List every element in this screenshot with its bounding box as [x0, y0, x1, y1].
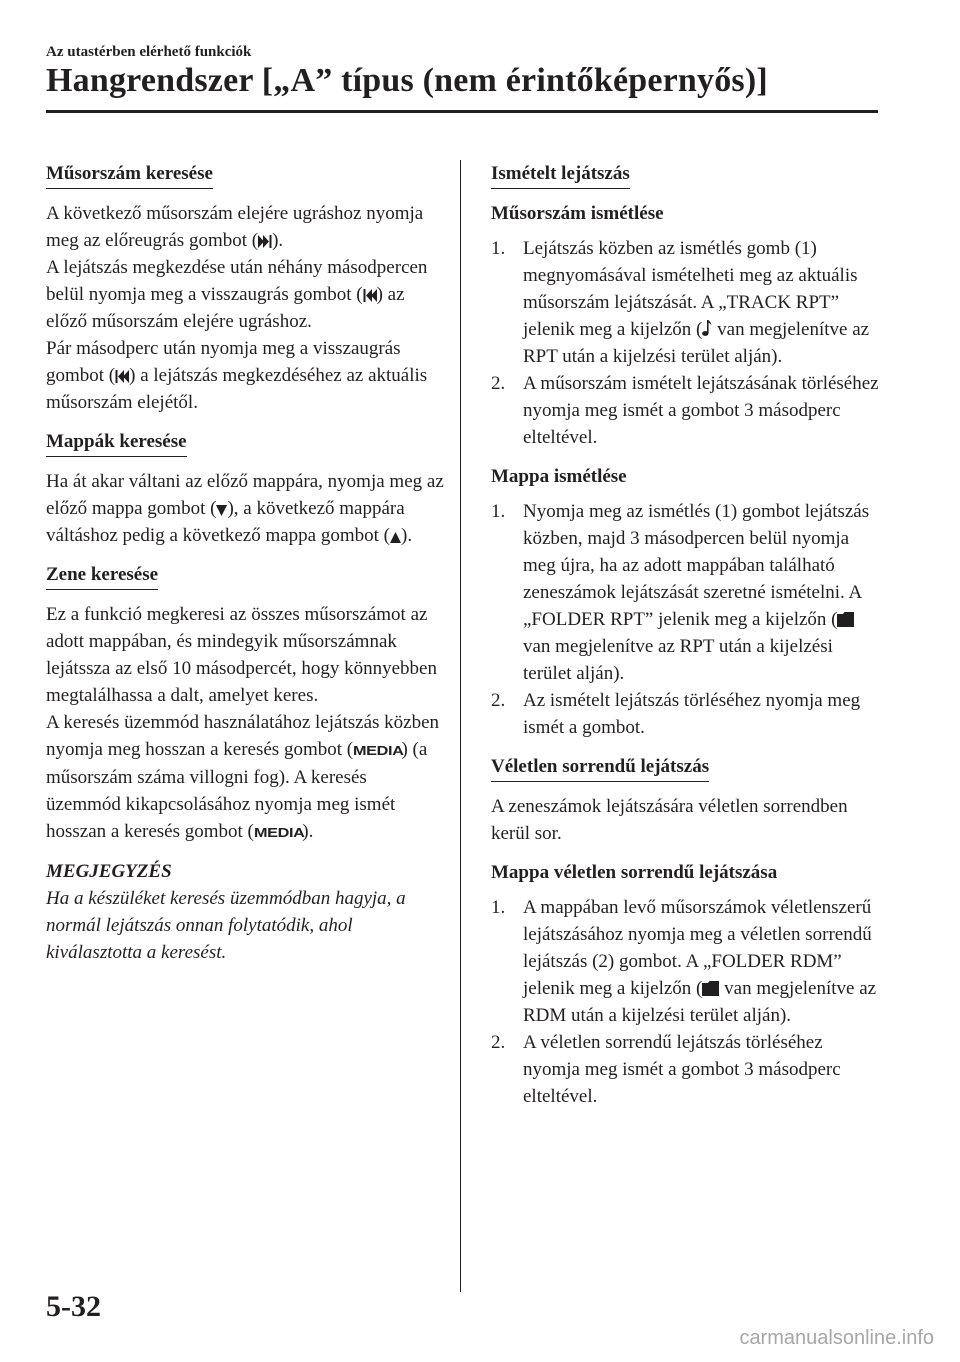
- triangle-up-icon: [390, 532, 401, 543]
- folder-random-step-1b: van megjelenítve az RDM után a kijelzési terület alján).: [523, 978, 877, 1026]
- track-search-heading: Műsorszám keresése: [46, 162, 213, 189]
- track-search-p3a: Pár másodperc után nyomja meg a visszaugrás gombot (: [46, 338, 401, 386]
- step-number: 1.: [491, 501, 506, 522]
- track-repeat-step-1b: van megjelenítve az RPT után a kijelzési terület alján).: [523, 319, 870, 367]
- folder-icon: [837, 612, 854, 627]
- list-item: [491, 235, 883, 370]
- left-column: [46, 160, 444, 978]
- repeat-heading: Ismételt lejátszás: [491, 162, 630, 189]
- folder-random-steps: [491, 894, 883, 1110]
- folder-repeat-steps: [491, 498, 883, 741]
- skip-forward-icon: [258, 235, 272, 248]
- step-number: 2.: [491, 373, 506, 394]
- list-item: [491, 370, 883, 451]
- folder-random-subheading: Mappa véletlen sorrendű lejátszása: [491, 862, 778, 883]
- list-item: [491, 498, 883, 687]
- folder-repeat-step-1a: Nyomja meg az ismétlés (1) gombot lejátszás közben, majd 3 másodpercen belül nyomja meg újra, ha az adott mappában található zeneszámok lejátszását szeretné ismételni. A „FOLDER RPT” jelenik meg a kijelzőn (: [523, 501, 870, 630]
- folder-repeat-step-1b: van megjelenítve az RPT után a kijelzési terület alján).: [523, 636, 833, 684]
- music-search-heading: Zene keresése: [46, 563, 158, 590]
- note-title: MEGJEGYZÉS: [46, 861, 172, 882]
- track-repeat-subheading: Műsorszám ismétlése: [491, 203, 664, 224]
- step-number: 1.: [491, 897, 506, 918]
- folder-search-paragraph: [46, 468, 444, 549]
- page-title: Hangrendszer [„A” típus (nem érintőképernyős)]: [46, 62, 768, 99]
- random-paragraph: A zeneszámok lejátszására véletlen sorrendben kerül sor.: [491, 796, 848, 844]
- media-button-label: MEDIA: [353, 743, 404, 758]
- step-number: 2.: [491, 1032, 506, 1053]
- header-rule: [46, 110, 878, 113]
- track-search-paragraph-1: [46, 200, 444, 416]
- track-search-p2b: ) az előző műsorszám elejére ugráshoz.: [46, 284, 405, 332]
- track-repeat-step-2: A műsorszám ismételt lejátszásának törléséhez nyomja meg ismét a gombot 3 másodperc elteltével.: [523, 373, 879, 448]
- step-number: 1.: [491, 238, 506, 259]
- note-text: Ha a készüléket keresés üzemmódban hagyja, a normál lejátszás onnan folytatódik, ahol kiválasztotta a keresést.: [46, 888, 406, 963]
- track-search-p3b: ) a lejátszás megkezdéséhez az aktuális műsorszám elejétől.: [46, 365, 428, 413]
- track-search-p1b: ).: [272, 230, 284, 251]
- list-item: [491, 1029, 883, 1110]
- random-heading: Véletlen sorrendű lejátszás: [491, 755, 709, 782]
- track-repeat-step-1a: Lejátszás közben az ismétlés gomb (1) megnyomásával ismételheti meg az aktuális műsorszám lejátszását. A „TRACK RPT” jelenik meg a kijelzőn (: [523, 238, 858, 340]
- folder-repeat-subheading: Mappa ismétlése: [491, 466, 627, 487]
- right-column: [491, 160, 883, 1122]
- folder-search-p1a: Ha át akar váltani az előző mappára, nyomja meg az előző mappa gombot (: [46, 471, 444, 519]
- music-search-paragraph: [46, 601, 444, 846]
- folder-search-p1c: ).: [401, 525, 413, 546]
- track-search-p2a: A lejátszás megkezdése után néhány másodpercen belül nyomja meg a visszaugrás gombot (: [46, 257, 428, 305]
- folder-repeat-step-2: Az ismételt lejátszás törléséhez nyomja meg ismét a gombot.: [523, 690, 861, 738]
- folder-random-step-2: A véletlen sorrendű lejátszás törléséhez nyomja meg ismét a gombot 3 másodperc elteltével.: [523, 1032, 841, 1107]
- list-item: [491, 687, 883, 741]
- list-item: [491, 894, 883, 1029]
- folder-search-heading: Mappák keresése: [46, 430, 187, 457]
- music-search-p2c: ).: [302, 821, 314, 842]
- step-number: 2.: [491, 690, 506, 711]
- track-repeat-steps: [491, 235, 883, 451]
- page-number: 5-32: [46, 1290, 101, 1323]
- media-button-label: MEDIA: [253, 825, 305, 840]
- music-search-p2a: A keresés üzemmód használatához lejátszás közben nyomja meg hosszan a keresés gombot (: [46, 712, 440, 760]
- folder-random-step-1a: A mappában levő műsorszámok véletlenszerű lejátszásához nyomja meg a véletlen sorrendű lejátszás (2) gombot. A „FOLDER RDM” jelenik meg a kijelzőn (: [523, 897, 872, 999]
- triangle-down-icon: [216, 505, 227, 516]
- folder-search-p1b: ), a következő mappára váltáshoz pedig a következő mappa gombot (: [46, 498, 405, 546]
- track-search-p1a: A következő műsorszám elejére ugráshoz nyomja meg az előreugrás gombot (: [46, 203, 424, 251]
- skip-back-icon: [115, 370, 129, 383]
- watermark[interactable]: carmanualsonline.info: [739, 1327, 934, 1349]
- music-note-icon: [702, 320, 712, 337]
- column-divider: [460, 160, 461, 1292]
- music-search-p2b: ) (a műsorszám száma villogni fog). A keresés üzemmód kikapcsolásához nyomja meg ismét hosszan a keresés gombot (: [46, 739, 428, 842]
- folder-icon: [702, 981, 719, 996]
- skip-back-icon: [363, 289, 377, 302]
- section-label: Az utastérben elérhető funkciók: [46, 44, 252, 60]
- music-search-p1: Ez a funkció megkeresi az összes műsorszámot az adott mappában, és mindegyik műsorszámnak lejátssza az első 10 másodpercét, hogy könnyebben megtalálhassa a dalt, amelyet keres.: [46, 604, 437, 706]
